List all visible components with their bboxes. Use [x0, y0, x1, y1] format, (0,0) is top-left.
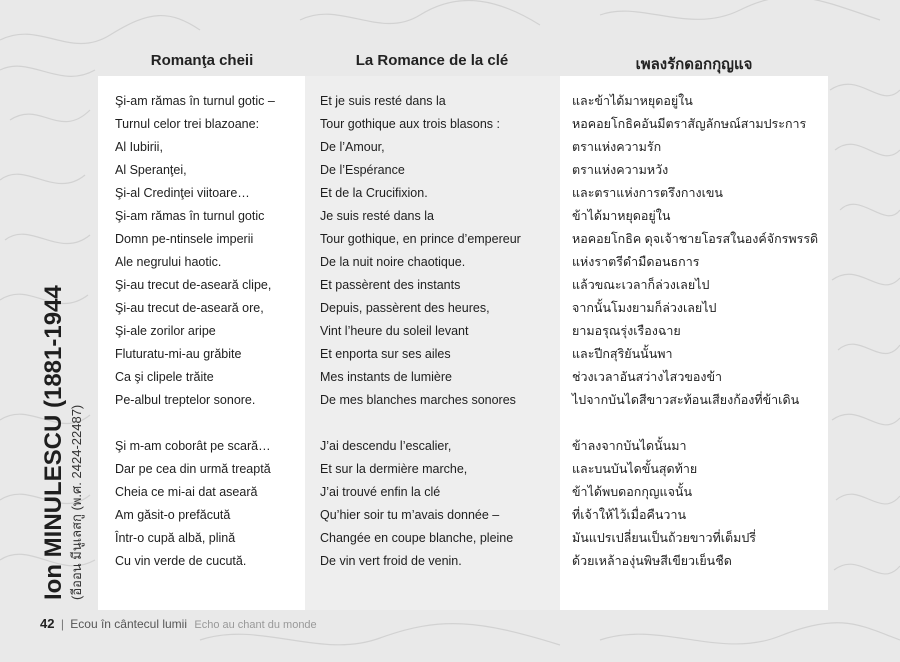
thai-line: ช่วงเวลาอันสว่างไสวของข้า	[572, 370, 723, 384]
french-line: Changée en coupe blanche, pleine	[320, 531, 514, 545]
french-poem	[320, 90, 556, 573]
thai-line: ยามอรุณรุ่งเรืองฉาย	[572, 324, 681, 338]
page-number: 42	[40, 616, 55, 631]
romanian-line: Am găsit-o prefăcută	[115, 508, 231, 522]
thai-line: ด้วยเหล้าองุ่นพิษสีเขียวเย็นชืด	[572, 554, 732, 568]
header-thai: เพลงรักดอกกุญแจ	[635, 56, 753, 73]
romanian-line: Şi m-am coborât pe scară…	[115, 439, 271, 453]
french-line: Tour gothique, en prince d’empereur	[320, 232, 521, 246]
french-line: Vint l’heure du soleil levant	[320, 324, 469, 338]
thai-line: ตราแห่งความรัก	[572, 140, 662, 154]
thai-line: แล้วขณะเวลาก็ล่วงเลยไป	[572, 278, 710, 292]
romanian-line: Al Speranţei,	[115, 163, 187, 177]
romanian-line: Şi-au trecut de-aseară ore,	[115, 301, 264, 315]
thai-poem	[572, 90, 826, 573]
romanian-line: Şi-ale zorilor aripe	[115, 324, 216, 338]
romanian-line: Al Iubirii,	[115, 140, 163, 154]
french-line: De l’Espérance	[320, 163, 405, 177]
header-romanian: Romanţa cheii	[150, 52, 254, 69]
thai-line: ข้าได้มาหยุดอยู่ใน	[572, 209, 671, 223]
thai-line: ที่เจ้าให้ไว้เมื่อคืนวาน	[572, 508, 687, 522]
romanian-line: Şi-au trecut de-aseară clipe,	[115, 278, 272, 292]
romanian-line: Fluturatu-mi-au grăbite	[115, 347, 242, 361]
french-line: Et de la Crucifixion.	[320, 186, 428, 200]
romanian-line: Turnul celor trei blazoane:	[115, 117, 260, 131]
french-line: De la nuit noire chaotique.	[320, 255, 466, 269]
thai-line: และบนบันไดขั้นสุดท้าย	[572, 462, 698, 476]
french-line: Et enporta sur ses ailes	[320, 347, 451, 361]
thai-line: และปีกสุริยันนั้นพา	[572, 347, 673, 361]
footer-title-fr: Echo au chant du monde	[194, 619, 317, 631]
french-line: Et je suis resté dans la	[320, 94, 446, 108]
footer-title-ro: Ecou în cântecul lumii	[70, 617, 188, 631]
thai-line: ไปจากบันไดสีขาวสะท้อนเสียงก้องที่ข้าเดิน	[572, 393, 800, 407]
romanian-line: Cu vin verde de cucută.	[115, 554, 247, 568]
author-name: Ion MINULESCU (1881-1944	[40, 285, 67, 600]
thai-line: และข้าได้มาหยุดอยู่ใน	[572, 94, 693, 108]
french-line: Et sur la dermière marche,	[320, 462, 468, 476]
page-footer	[40, 616, 317, 634]
french-line: J’ai trouvé enfin la clé	[320, 485, 441, 499]
romanian-line: Domn pe-ntinsele imperii	[115, 232, 254, 246]
thai-line: แห่งราตรีดำมืดอนธการ	[572, 255, 700, 269]
romanian-line: Ale negrului haotic.	[115, 255, 222, 269]
header-french: La Romance de la clé	[355, 52, 509, 69]
french-line	[320, 412, 556, 435]
thai-line: หอคอยโกธิค ดุจเจ้าชายโอรสในองค์จักรพรรดิ	[572, 232, 819, 246]
french-line: Et passèrent des instants	[320, 278, 461, 292]
romanian-poem	[115, 90, 300, 573]
romanian-line: Ca şi clipele trăite	[115, 370, 214, 384]
author-thai-name: (อีออน มีนูเลสกู (พ.ศ. 2424-22487)	[69, 404, 84, 600]
romanian-line: Într-o cupă albă, plină	[115, 531, 236, 545]
french-line: J’ai descendu l’escalier,	[320, 439, 452, 453]
thai-line: ตราแห่งความหวัง	[572, 163, 669, 177]
french-line: De l’Amour,	[320, 140, 385, 154]
thai-line: มันแปรเปลี่ยนเป็นถ้วยขาวที่เต็มปรี่	[572, 531, 756, 545]
footer-separator: |	[60, 617, 64, 631]
french-line: Mes instants de lumière	[320, 370, 453, 384]
romanian-line: Cheia ce mi-ai dat aseară	[115, 485, 258, 499]
thai-line: จากนั้นโมงยามก็ล่วงเลยไป	[572, 301, 717, 315]
french-line: Je suis resté dans la	[320, 209, 434, 223]
french-line: Depuis, passèrent des heures,	[320, 301, 490, 315]
author-block	[40, 280, 86, 600]
french-line: Tour gothique aux trois blasons :	[320, 117, 500, 131]
romanian-line: Pe-albul treptelor sonore.	[115, 393, 256, 407]
thai-line: ข้าได้พบดอกกุญแจนั้น	[572, 485, 693, 499]
french-line: De mes blanches marches sonores	[320, 393, 516, 407]
thai-line: และตราแห่งการตรึงกางเขน	[572, 186, 723, 200]
thai-line: ข้าลงจากบันไดนั้นมา	[572, 439, 687, 453]
romanian-line: Şi-al Credinţei viitoare…	[115, 186, 250, 200]
french-line: De vin vert froid de venin.	[320, 554, 462, 568]
french-line: Qu’hier soir tu m’avais donnée –	[320, 508, 500, 522]
romanian-line	[115, 412, 300, 435]
romanian-line: Şi-am rămas în turnul gotic –	[115, 94, 275, 108]
romanian-line: Dar pe cea din urmă treaptă	[115, 462, 271, 476]
thai-line: หอคอยโกธิคอันมีตราสัญลักษณ์สามประการ	[572, 117, 807, 131]
romanian-line: Şi-am rămas în turnul gotic	[115, 209, 265, 223]
thai-line	[572, 412, 826, 435]
